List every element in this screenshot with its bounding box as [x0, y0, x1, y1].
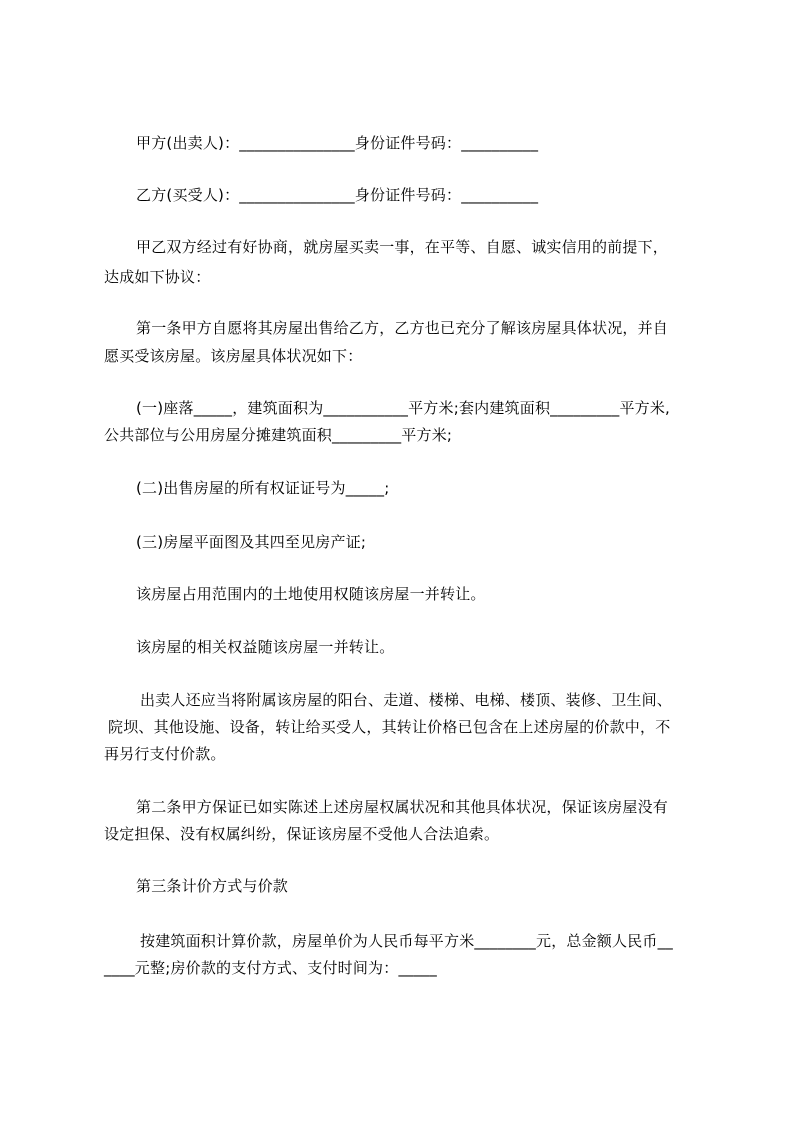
intro-line-1: 甲乙双方经过有好协商，就房屋买卖一事，在平等、自愿、诚实信用的前提下， — [136, 238, 669, 256]
item1-line-1: (一)座落_____，建筑面积为___________平方米;套内建筑面积_________平方米, — [136, 399, 671, 417]
attachments-line-3: 再另行支付价款。 — [104, 745, 226, 763]
pricing-line-1: 按建筑面积计算价款，房屋单价为人民币每平方米________元，总金额人民币__ — [140, 932, 674, 950]
intro-line-2: 达成如下协议： — [104, 268, 211, 286]
article2-line-1: 第二条甲方保证已如实陈述上述房屋权属状况和其他具体状况，保证该房屋没有 — [136, 798, 669, 816]
article1-line-2: 愿买受该房屋。该房屋具体状况如下： — [104, 347, 363, 365]
article2-line-2: 设定担保、没有权属纠纷，保证该房屋不受他人合法追索。 — [104, 825, 500, 843]
item1-line-2: 公共部位与公用房屋分摊建筑面积_________平方米; — [104, 426, 453, 444]
pricing-line-2: ____元整;房价款的支付方式、支付时间为：_____ — [104, 959, 437, 977]
item3-line: (三)房屋平面图及其四至见房产证; — [136, 533, 367, 551]
land-use-line: 该房屋占用范围内的土地使用权随该房屋一并转让。 — [136, 585, 486, 603]
rights-line: 该房屋的相关权益随该房屋一并转让。 — [136, 638, 395, 656]
party-b-line: 乙方(买受人)：_______________身份证件号码：__________ — [136, 186, 539, 204]
article1-line-1: 第一条甲方自愿将其房屋出售给乙方，乙方也已充分了解该房屋具体状况，并自 — [136, 319, 669, 337]
item2-line: (二)出售房屋的所有权证证号为_____; — [136, 479, 390, 497]
attachments-line-2: 院坝、其他设施、设备，转让给买受人，其转让价格已包含在上述房屋的价款中，不 — [108, 718, 671, 736]
attachments-line-1: 出卖人还应当将附属该房屋的阳台、走道、楼梯、电梯、楼顶、装修、卫生间、 — [140, 691, 673, 709]
party-a-line: 甲方(出卖人)：_______________身份证件号码：__________ — [136, 134, 539, 152]
article3-title: 第三条计价方式与价款 — [136, 877, 289, 895]
